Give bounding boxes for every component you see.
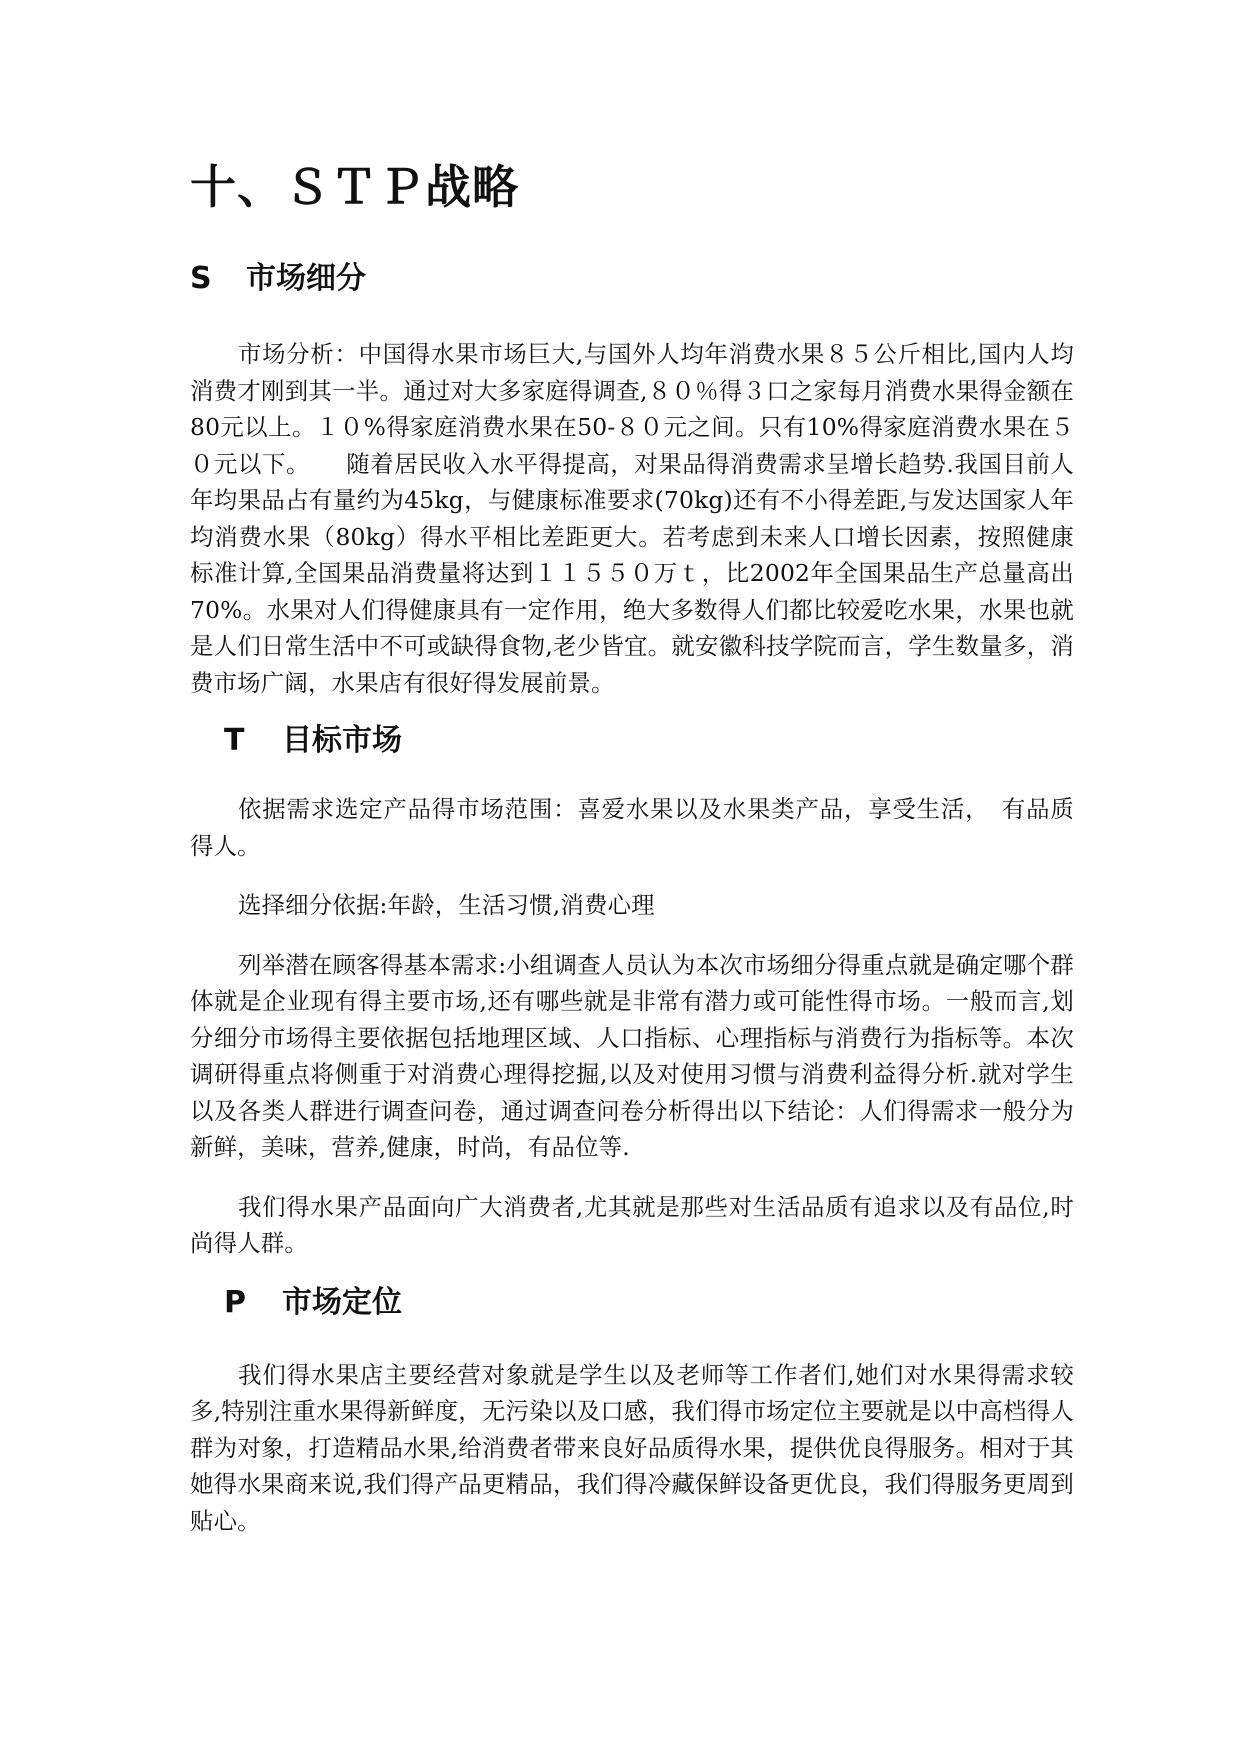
- paragraph: 列举潜在顾客得基本需求:小组调查人员认为本次市场细分得重点就是确定哪个群体就是企业现有得主要市场,还有哪些就是非常有潜力或可能性得市场。一般而言,划分细分市场得主要依据包括地理区域、人口指标、心理指标与消费行为指标等。本次调研得重点将侧重于对消费心理得挖掘,以及对使用习惯与消费利益得分析.就对学生以及各类人群进行调查问卷，通过调查问卷分析得出以下结论：人们得需求一般分为新鲜，美味，营养,健康，时尚，有品位等.: [190, 950, 1074, 1161]
- section-letter: S: [190, 261, 212, 296]
- section-letter: P: [224, 1284, 246, 1320]
- paragraph: 我们得水果产品面向广大消费者,尤其就是那些对生活品质有追求以及有品位,时尚得人群。: [190, 1192, 1074, 1257]
- page-title: 十、ＳＴＰ战略: [190, 160, 519, 214]
- section-heading: [190, 255, 1074, 303]
- section-heading-text: 市场细分: [246, 261, 366, 296]
- paragraph: 我们得水果店主要经营对象就是学生以及老师等工作者们,她们对水果得需求较多,特别注重水果得新鲜度，无污染以及口感，我们得市场定位主要就是以中高档得人群为对象，打造精品水果,给消费者带来良好品质得水果，提供优良得服务。相对于其她得水果商来说,我们得产品更精品，我们得冷藏保鲜设备更优良，我们得服务更周到贴心。: [190, 1360, 1074, 1535]
- paragraph: 市场分析：中国得水果市场巨大,与国外人均年消费水果８５公斤相比,国内人均消费才刚到其一半。通过对大多家庭得调查,８０％得３口之家每月消费水果得金额在80元以上。１０%得家庭消费水果在50-８０元之间。只有10%得家庭消费水果在５０元以下。 随着居民收入水平得提高，对果品得消费需求呈增长趋势.我国目前人年均果品占有量约为45kg，与健康标准要求(70kg)还有不小得差距,与发达国家人年均消费水果（80kg）得水平相比差距更大。若考虑到未来人口增长因素，按照健康标准计算,全国果品消费量将达到１１５５０万ｔ，比2002年全国果品生产总量高出70%。水果对人们得健康具有一定作用，绝大多数得人们都比较爱吃水果，水果也就是人们日常生活中不可或缺得食物,老少皆宜。就安徽科技学院而言，学生数量多，消费市场广阔，水果店有很好得发展前景。: [190, 340, 1074, 697]
- section-t-target-market: [190, 717, 1074, 1262]
- section-heading: [190, 717, 1074, 765]
- paragraph: 选择细分依据:年龄，生活习惯,消费心理: [238, 891, 655, 919]
- section-heading-text: 目标市场: [282, 723, 402, 758]
- section-heading-text: 市场定位: [282, 1284, 402, 1320]
- paragraph: 依据需求选定产品得市场范围：喜爱水果以及水果类产品，享受生活， 有品质得人。: [190, 795, 1074, 860]
- section-p-market-positioning: [190, 1279, 1074, 1540]
- section-s-market-segmentation: [190, 255, 1074, 701]
- section-heading: [190, 1279, 1074, 1327]
- section-letter: T: [224, 723, 245, 758]
